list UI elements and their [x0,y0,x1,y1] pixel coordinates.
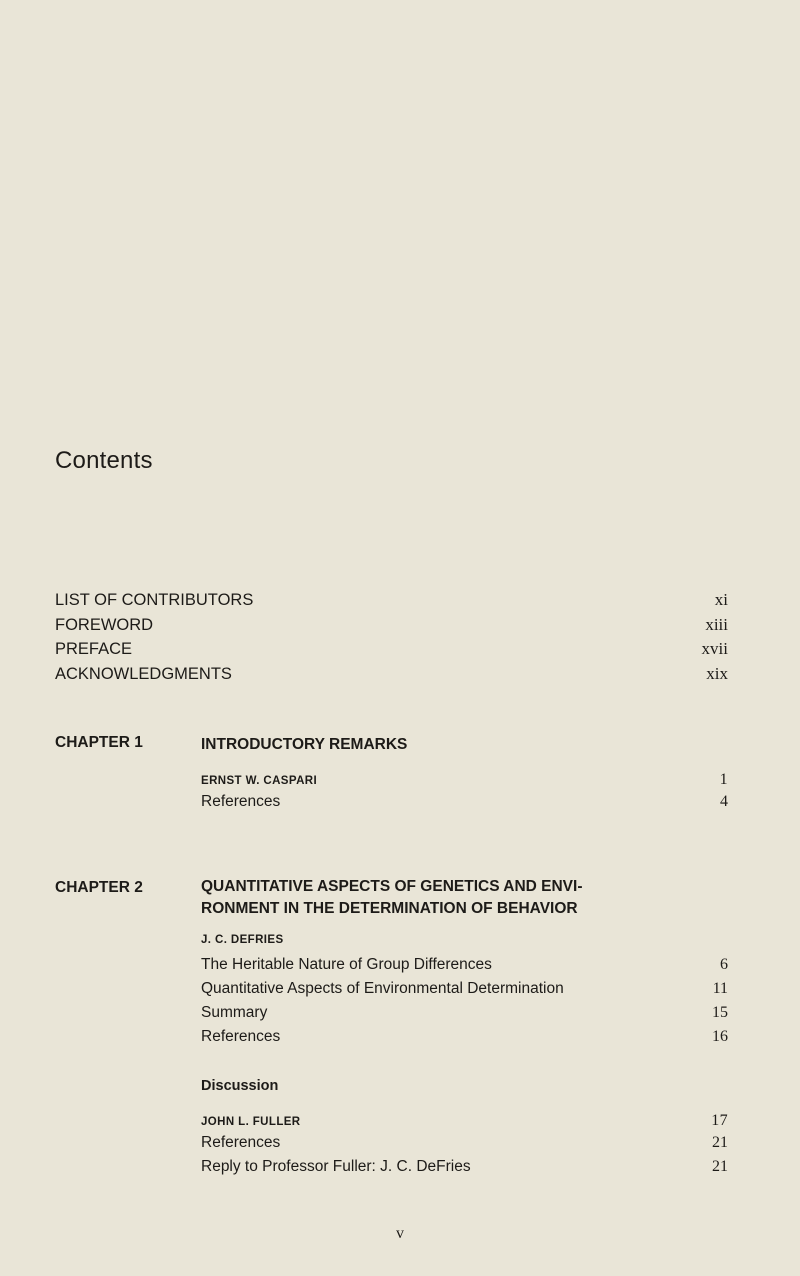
toc-entry [55,590,728,615]
toc-entry-page: xiii [705,614,728,634]
chapter-title-line: QUANTITATIVE ASPECTS OF GENETICS AND ENVI- [201,878,583,895]
toc-entry-page: 4 [720,793,728,810]
toc-entry-label: Summary [201,1004,268,1021]
toc-entry-page: 15 [712,1004,728,1021]
toc-entry-page: 21 [712,1158,728,1175]
toc-entry-label: FOREWORD [55,615,154,634]
discussion-heading: Discussion [201,1078,279,1094]
toc-entry-label: References [201,1134,281,1151]
chapter-2-section [55,879,728,1182]
chapter-title: INTRODUCTORY REMARKS [201,736,408,753]
toc-entry [201,980,728,1004]
toc-entry-page: xix [706,663,728,683]
chapter-entries [201,934,728,1182]
toc-entry [201,1158,728,1182]
discussion-author [201,1112,728,1134]
toc-entry [201,1028,728,1052]
toc-entry [201,956,728,980]
author-name: J. C. DEFRIES [201,934,284,946]
toc-entry-page: 21 [712,1134,728,1151]
toc-entry-label: References [201,1028,281,1045]
chapter-title [201,876,583,920]
toc-entry [55,664,728,689]
chapter-heading [55,879,728,920]
toc-entry-page: xi [714,590,728,609]
author-name: ERNST W. CASPARI [201,775,318,787]
toc-entry-page: xvii [701,639,728,658]
chapter-label: CHAPTER 1 [55,734,143,751]
chapter-author [201,934,728,956]
toc-entry-label: Reply to Professor Fuller: J. C. DeFries [201,1158,471,1175]
toc-entry-label: ACKNOWLEDGMENTS [55,664,232,683]
toc-entry-page: 6 [720,956,728,973]
chapter-heading [55,734,728,756]
page-title: Contents [55,447,153,474]
author-page: 17 [711,1112,728,1129]
toc-entry-page: 11 [712,980,728,997]
toc-entry-label: PREFACE [55,640,133,658]
toc-entry [201,1004,728,1028]
toc-entry-label: Quantitative Aspects of Environmental Determination [201,980,564,997]
toc-entry [201,793,728,817]
chapter-1-section [55,734,728,817]
toc-entry [55,639,728,664]
chapter-title-line: RONMENT IN THE DETERMINATION OF BEHAVIOR [201,900,578,917]
chapter-author [201,771,728,793]
chapter-entries [201,771,728,817]
toc-entry [55,615,728,640]
author-name: JOHN L. FULLER [201,1116,301,1128]
toc-entry-label: References [201,793,281,810]
page-number: v [396,1225,404,1242]
front-matter-list [55,590,728,688]
toc-entry-label: The Heritable Nature of Group Differences [201,956,492,973]
author-page: 1 [719,771,728,788]
toc-entry-page: 16 [712,1028,728,1045]
toc-entry-label: LIST OF CONTRIBUTORS [55,591,254,609]
toc-entry [201,1134,728,1158]
chapter-label: CHAPTER 2 [55,879,143,896]
